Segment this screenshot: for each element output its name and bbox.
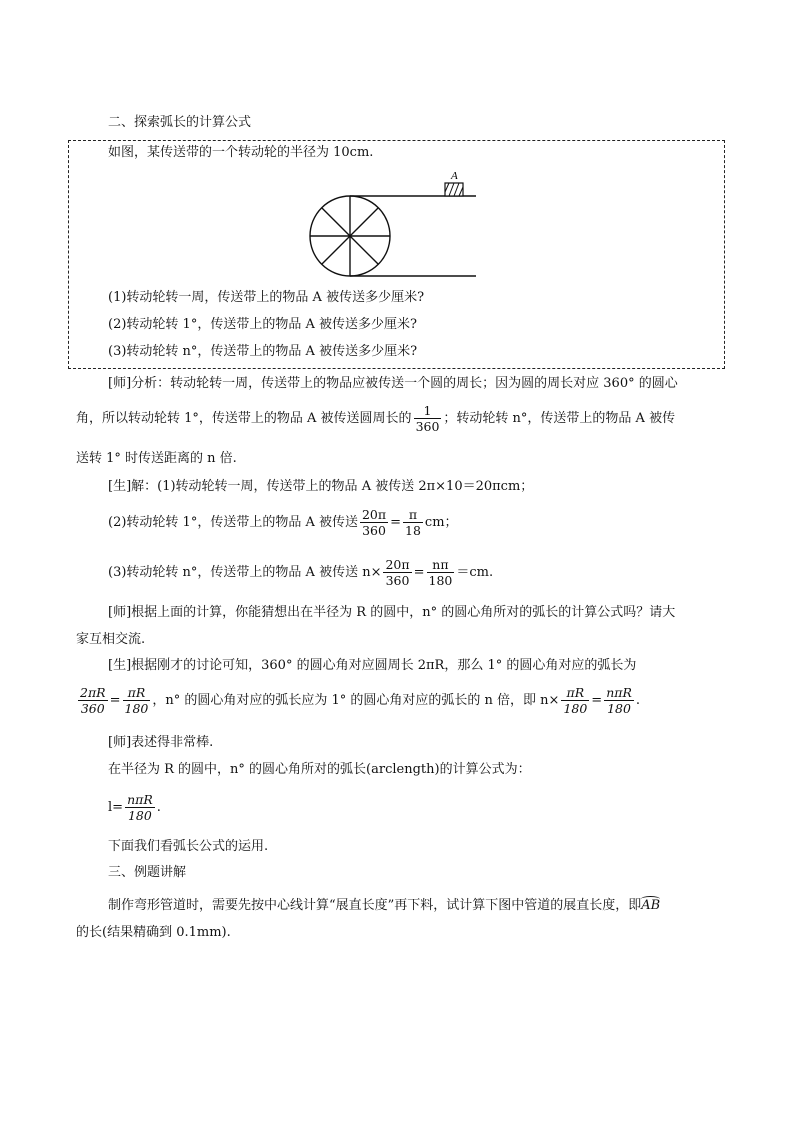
teacher-question-line-1: [师]根据上面的计算，你能猜想出在半径为 R 的圆中，n° 的圆心角所对的弧长的计算公式吗？请大	[108, 605, 676, 620]
teacher-question-line-2: 家互相交流.	[76, 632, 146, 647]
solution-2: (2)转动轮转 1°，传送带上的物品 A 被传送 $\frac{20\pi}{360}$ = $\frac{\pi}{18}$ cm；	[108, 507, 458, 538]
conveyor-figure	[308, 166, 488, 282]
next-line: 下面我们看弧长公式的运用.	[108, 839, 269, 854]
analysis-line-1: [师]分析：转动轮转一周，传送带上的物品应被传送一个圆的周长；因为圆的周长对应 360° 的圆心	[108, 376, 678, 391]
arc-ab-label: AB	[641, 898, 661, 913]
fraction: $\frac{\pi R}{180}$	[563, 685, 588, 716]
solution-3: (3)转动轮转 n°，传送带上的物品 A 被传送 n× $\frac{20\pi}{360}$ = $\frac{n\pi}{180}$ ＝cm.	[108, 557, 494, 588]
student-derivation-line-2: $\frac{2\pi R}{360}$ = $\frac{\pi R}{180}$ ，n° 的圆心角对应的弧长应为 1° 的圆心角对应的弧长的 n 倍，即 n× $\frac{\pi R}{180}$ = $\frac{\text{nπR}}{180}$ .	[80, 685, 641, 716]
formula-intro: 在半径为 R 的圆中，n° 的圆心角所对的弧长(arclength)的计算公式为：	[108, 762, 531, 777]
analysis-line-3: 送转 1° 时传送距离的 n 倍.	[76, 451, 237, 466]
fraction: $\frac{20\pi}{360}$	[361, 507, 387, 538]
question-3: (3)转动轮转 n°，传送带上的物品 A 被传送多少厘米?	[108, 344, 418, 359]
problem-intro: 如图，某传送带的一个转动轮的半径为 10cm.	[108, 145, 374, 160]
fraction: $\frac{\pi}{18}$	[405, 507, 421, 538]
question-2: (2)转动轮转 1°，传送带上的物品 A 被传送多少厘米?	[108, 317, 417, 332]
fraction: $\frac{\text{nπR}}{180}$	[127, 792, 153, 823]
fraction: $\frac{2\pi R}{360}$	[80, 685, 106, 716]
item-a-label: A	[451, 170, 458, 182]
section-heading-examples: 三、例题讲解	[108, 865, 187, 880]
example-line-1: 制作弯形管道时，需要先按中心线计算“展直长度”再下料，试计算下图中管道的展直长度，即AB	[108, 898, 661, 913]
fraction: $\frac{n\pi}{180}$	[428, 557, 453, 588]
arc-length-formula: l= $\frac{\text{nπR}}{180}$ .	[108, 792, 161, 823]
fraction: $\frac{\pi R}{180}$	[124, 685, 149, 716]
student-derivation-line-1: [生]根据刚才的讨论可知，360° 的圆心角对应圆周长 2πR，那么 1° 的圆心角对应的弧长为	[108, 658, 637, 673]
solution-1: [生]解：(1)转动轮转一周，传送带上的物品 A 被传送 2π×10＝20πcm；	[108, 479, 534, 494]
fraction-1-over-360: $\frac{1}{360}$	[415, 403, 440, 434]
section-heading: 二、探索弧长的计算公式	[108, 115, 252, 130]
fraction: $\frac{\text{nπR}}{180}$	[606, 685, 632, 716]
question-1: (1)转动轮转一周，传送带上的物品 A 被传送多少厘米?	[108, 290, 425, 305]
analysis-line-2: 角，所以转动轮转 1°，传送带上的物品 A 被传送圆周长的 $\frac{1}{360}$ ；转动轮转 n°，传送带上的物品 A 被传	[76, 403, 676, 434]
example-line-2: 的长(结果精确到 0.1mm).	[76, 925, 231, 940]
teacher-praise: [师]表述得非常棒.	[108, 735, 214, 750]
fraction: $\frac{20\pi}{360}$	[385, 557, 410, 588]
